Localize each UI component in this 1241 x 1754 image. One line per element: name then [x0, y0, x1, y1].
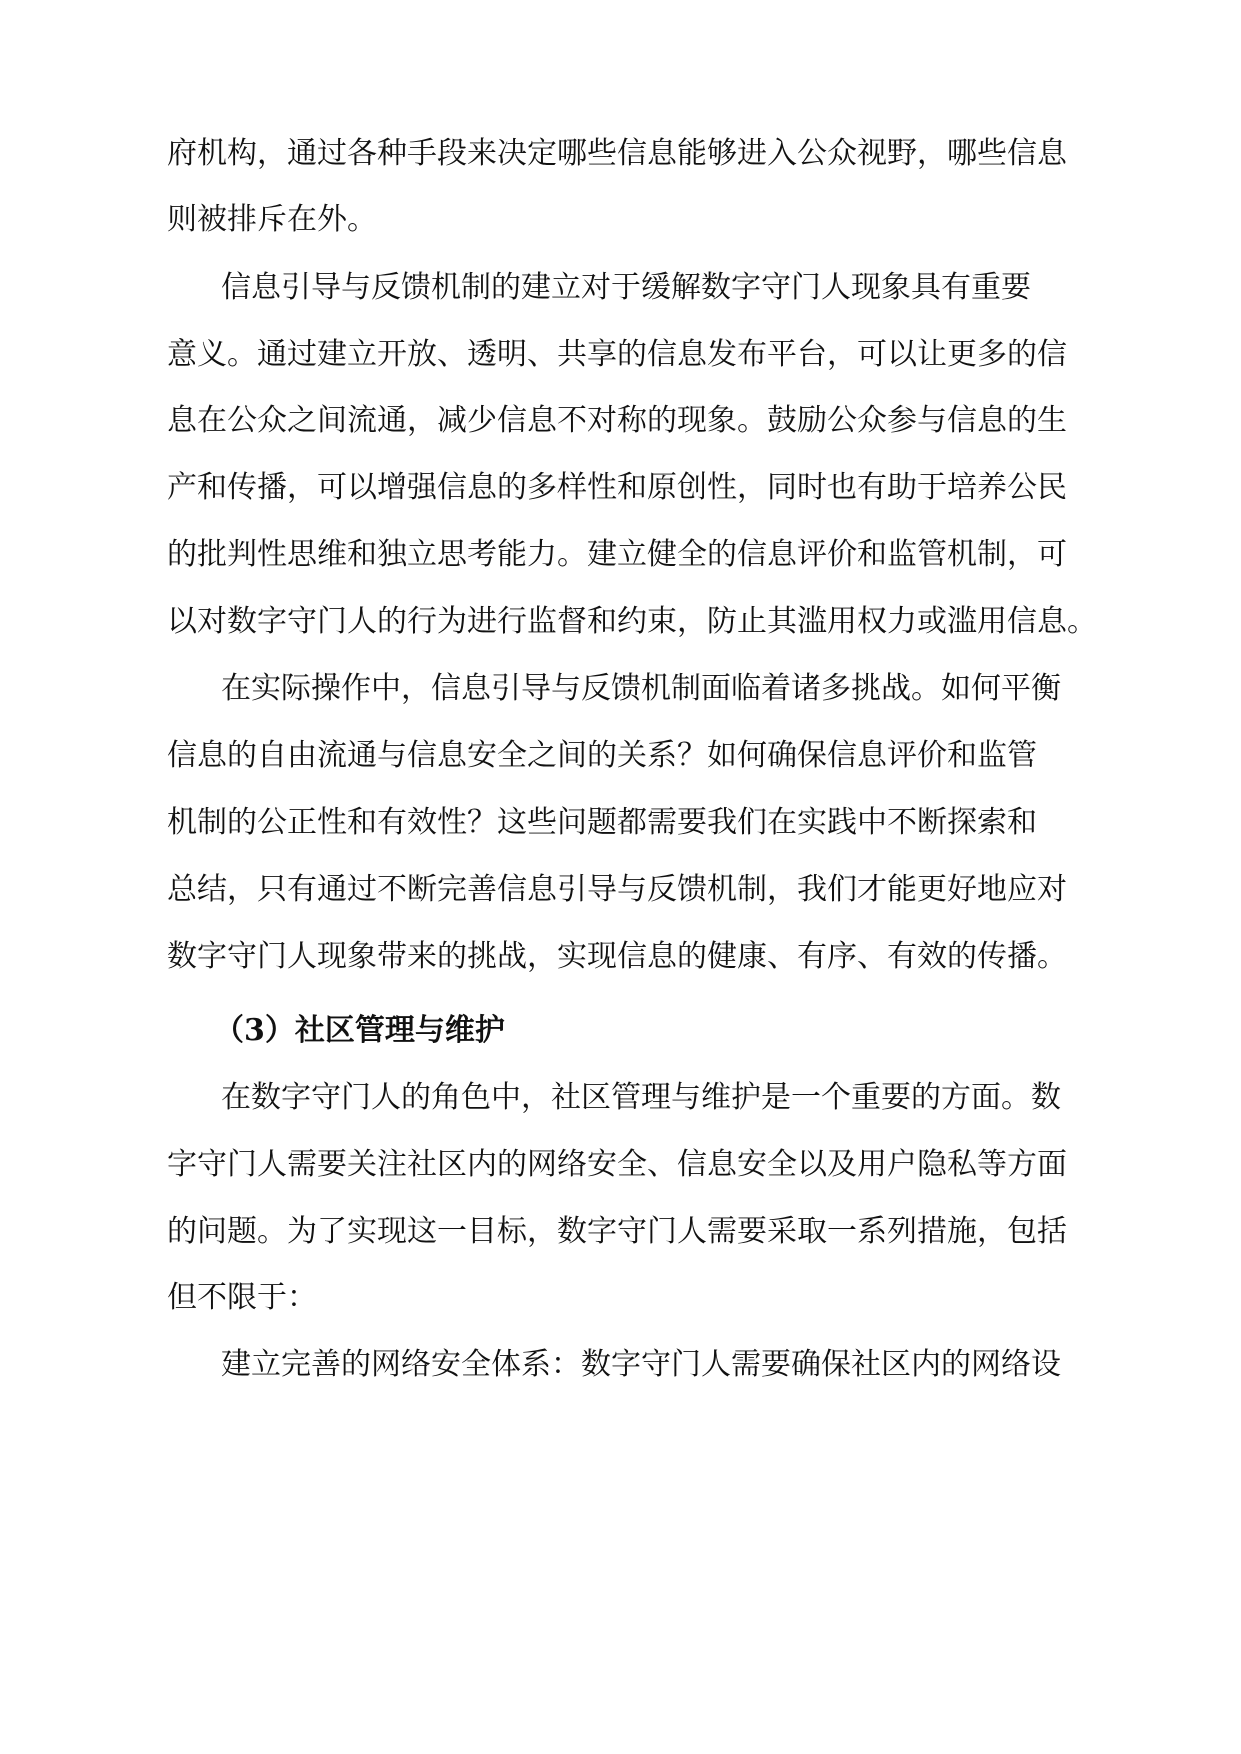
paragraph-first-line: 信息引导与反馈机制的建立对于缓解数字守门人现象具有重要: [221, 270, 1031, 305]
text-line-content: 息在公众之间流通，减少信息不对称的现象。鼓励公众参与信息的生: [167, 403, 1067, 438]
text-line-content: 字守门人需要关注社区内的网络安全、信息安全以及用户隐私等方面: [167, 1147, 1067, 1182]
text-line: [0, 124, 1241, 184]
paragraph-first-line: 建立完善的网络安全体系：数字守门人需要确保社区内的网络设: [221, 1347, 1061, 1382]
text-line: [0, 1335, 1241, 1395]
text-line: [0, 190, 1241, 250]
text-line: [0, 1135, 1241, 1195]
text-line-content: 机制的公正性和有效性？这些问题都需要我们在实践中不断探索和: [167, 805, 1037, 840]
text-line: [0, 391, 1241, 451]
text-line-content: 意义。通过建立开放、透明、共享的信息发布平台，可以让更多的信: [167, 337, 1067, 372]
text-line-content: 数字守门人现象带来的挑战，实现信息的健康、有序、有效的传播。: [167, 939, 1067, 974]
paragraph-first-line: 在数字守门人的角色中，社区管理与维护是一个重要的方面。数: [221, 1080, 1061, 1115]
paragraph-first-line: 在实际操作中，信息引导与反馈机制面临着诸多挑战。如何平衡: [221, 671, 1061, 706]
text-line: [0, 860, 1241, 920]
text-line: [0, 927, 1241, 987]
text-line-content: 府机构，通过各种手段来决定哪些信息能够进入公众视野，哪些信息: [167, 136, 1067, 171]
text-line-content: 则被排斥在外。: [167, 202, 377, 237]
text-line: [0, 258, 1241, 318]
text-line: [0, 1068, 1241, 1128]
text-line: [0, 325, 1241, 385]
text-line-content: 以对数字守门人的行为进行监督和约束，防止其滥用权力或滥用信息。: [167, 604, 1097, 639]
text-line: [0, 1268, 1241, 1328]
text-line-content: 产和传播，可以增强信息的多样性和原创性，同时也有助于培养公民: [167, 470, 1067, 505]
text-line: [0, 1202, 1241, 1262]
section-heading-text: （3）社区管理与维护: [214, 1013, 505, 1048]
section-heading: [0, 1001, 1241, 1061]
text-line-content: 信息的自由流通与信息安全之间的关系？如何确保信息评价和监管: [167, 738, 1037, 773]
text-line: [0, 458, 1241, 518]
text-line: [0, 525, 1241, 585]
text-line: [0, 793, 1241, 853]
text-line: [0, 659, 1241, 719]
text-line-content: 总结，只有通过不断完善信息引导与反馈机制，我们才能更好地应对: [167, 872, 1067, 907]
text-line-content: 但不限于：: [167, 1280, 317, 1315]
text-line-content: 的批判性思维和独立思考能力。建立健全的信息评价和监管机制，可: [167, 537, 1067, 572]
text-line: [0, 592, 1241, 652]
text-line-content: 的问题。为了实现这一目标，数字守门人需要采取一系列措施，包括: [167, 1214, 1067, 1249]
text-line: [0, 726, 1241, 786]
